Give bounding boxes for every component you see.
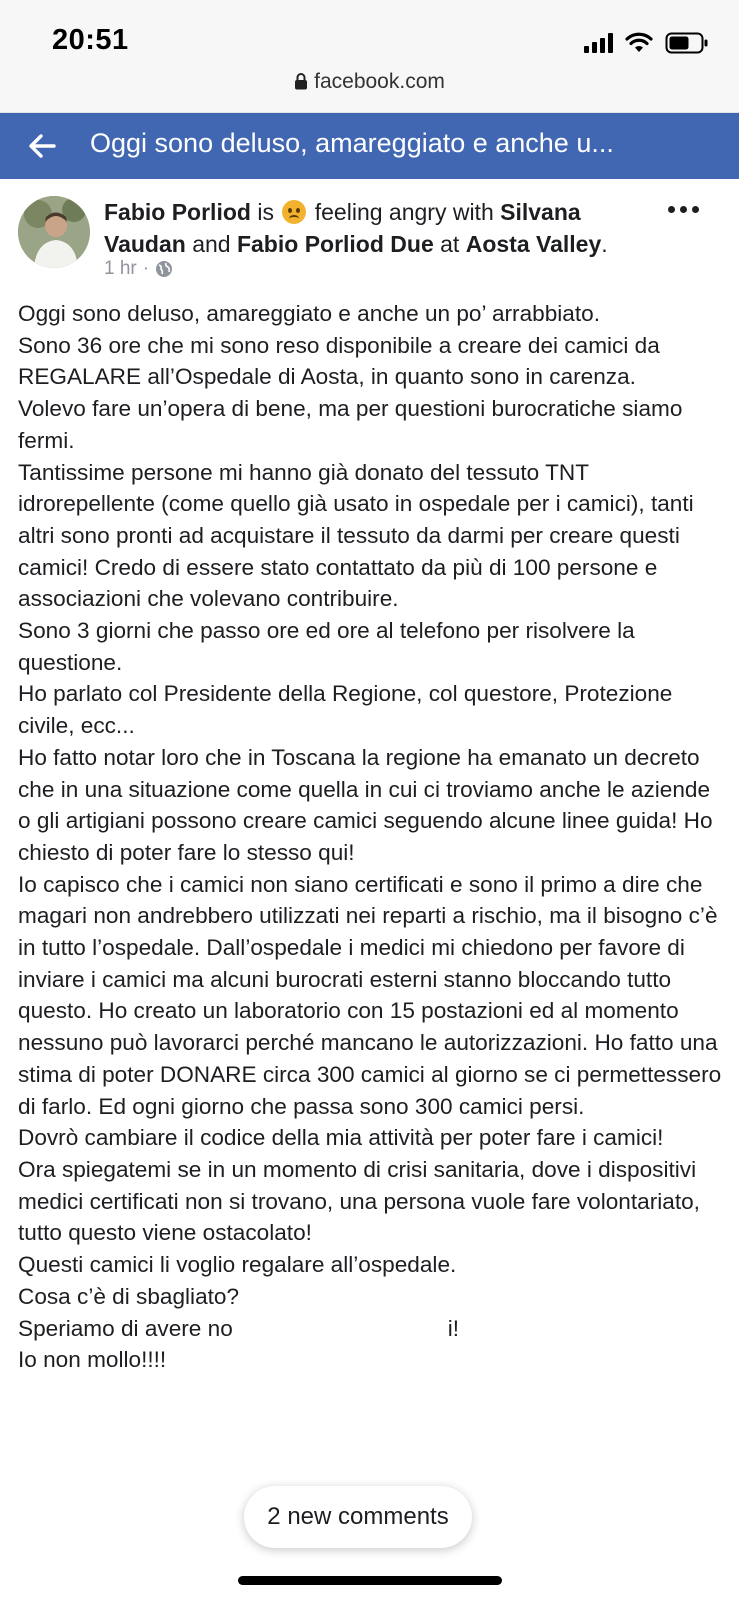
post-paragraph: Tantissime persone mi hanno già donato del tessuto TNT idrorepellente (come quello già usato in ospedale per i camici), tanti altri sono pronti ad acquistare il tessuto da darmi per creare questi camici! Credo di essere stato contattato da più di 100 persone e associazioni che volevano contribuire. (18, 459, 694, 612)
wifi-icon (625, 32, 653, 54)
globe-icon (155, 260, 173, 278)
post-paragraph: Volevo fare un’opera di bene, ma per questioni burocratiche siamo fermi. (18, 396, 683, 453)
post-paragraph: Ho fatto notar loro che in Toscana la regione ha emanato un decreto che in una situazione come quella in cui ci troviamo anche le aziende o gli artigiani possono creare camici seguendo alcune linee guida! Ho chiesto di poter fare lo stesso qui! (18, 744, 713, 865)
status-bar (0, 0, 739, 113)
system-icons (584, 28, 709, 58)
author-avatar[interactable] (18, 196, 90, 268)
post-timestamp[interactable] (104, 258, 173, 280)
post-paragraph: Cosa c’è di sbagliato? (18, 1283, 240, 1309)
status-time: 20:51 (52, 24, 129, 56)
more-dot (668, 206, 675, 213)
post-paragraph: Sono 36 ore che mi sono reso disponibile a creare dei camici da REGALARE all’Ospedale di Aosta, in quanto sono in carenza. (18, 332, 660, 390)
tagged-person-2[interactable]: Fabio Porliod Due (236, 231, 434, 257)
at-text: at (440, 231, 460, 257)
location-link[interactable]: Aosta Valley (465, 231, 602, 257)
home-indicator[interactable] (238, 1576, 502, 1585)
feeling-text: feeling angry with (314, 199, 494, 225)
post-paragraph-partial (18, 1313, 723, 1345)
back-arrow-icon (27, 133, 57, 159)
battery-icon (665, 32, 709, 54)
post-meta (104, 196, 664, 260)
tagged-person-1[interactable]: Silvana Vaudan (104, 199, 581, 257)
author-name[interactable]: Fabio Porliod (104, 199, 251, 225)
angry-face-icon (282, 200, 306, 224)
period-text: . (601, 231, 608, 257)
post-paragraph: Ho parlato col Presidente della Regione, col questore, Protezione civile, ecc... (18, 681, 673, 739)
more-dot (692, 206, 699, 213)
new-comments-button[interactable]: 2 new comments (244, 1486, 472, 1548)
back-button[interactable] (20, 125, 64, 167)
post-paragraph: Questi camici li voglio regalare all’ospedale. (18, 1252, 457, 1278)
time-ago: 1 hr (104, 258, 137, 279)
post-options-button[interactable] (668, 206, 699, 213)
cellular-signal-icon (584, 33, 613, 53)
partial-text: Speriamo di avere no (18, 1315, 233, 1341)
post-paragraph: Ora spiegatemi se in un momento di crisi sanitaria, dove i dispositivi medici certificati non si trovano, una persona vuole fare volontariato, tutto questo viene ostacolato! (18, 1156, 700, 1246)
and-text: and (192, 231, 231, 257)
page-title: Oggi sono deluso, amareggiato e anche u... (90, 128, 614, 158)
post-body (18, 298, 723, 1376)
lock-icon (294, 72, 308, 96)
url-bar[interactable] (0, 70, 739, 96)
post-paragraph: Io non mollo!!!! (18, 1347, 167, 1373)
post-paragraph: Sono 3 giorni che passo ore ed ore al telefono per risolvere la questione. (18, 618, 635, 675)
partial-text-tail: i! (447, 1315, 460, 1341)
url-text: facebook.com (314, 70, 445, 93)
post-paragraph: Dovrò cambiare il codice della mia attività per poter fare i camici! (18, 1125, 664, 1151)
is-text: is (257, 199, 274, 225)
more-dot (680, 206, 687, 213)
post-paragraph: Oggi sono deluso, amareggiato e anche un po’ arrabbiato. (18, 301, 600, 326)
separator-dot: · (142, 258, 150, 279)
post-paragraph: Io capisco che i camici non siano certificati e sono il primo a dire che magari non andrebbero utilizzati nei reparti a rischio, ma il bisogno c’è in tutto l’ospedale. Dall’ospedale i medici mi chiedono per favore di inviare i camici ma alcuni burocrati esterni stanno bloccando tutto questo. Ho creato un laboratorio con 15 postazioni ed al momento nessuno può lavorarci perché mancano le autorizzazioni. Ho fatto una stima di poter DONARE circa 300 camici al giorno se ci permettessero di farlo. Ed ogni giorno che passa sono 300 camici persi. (18, 871, 722, 1119)
page-header (0, 113, 739, 179)
